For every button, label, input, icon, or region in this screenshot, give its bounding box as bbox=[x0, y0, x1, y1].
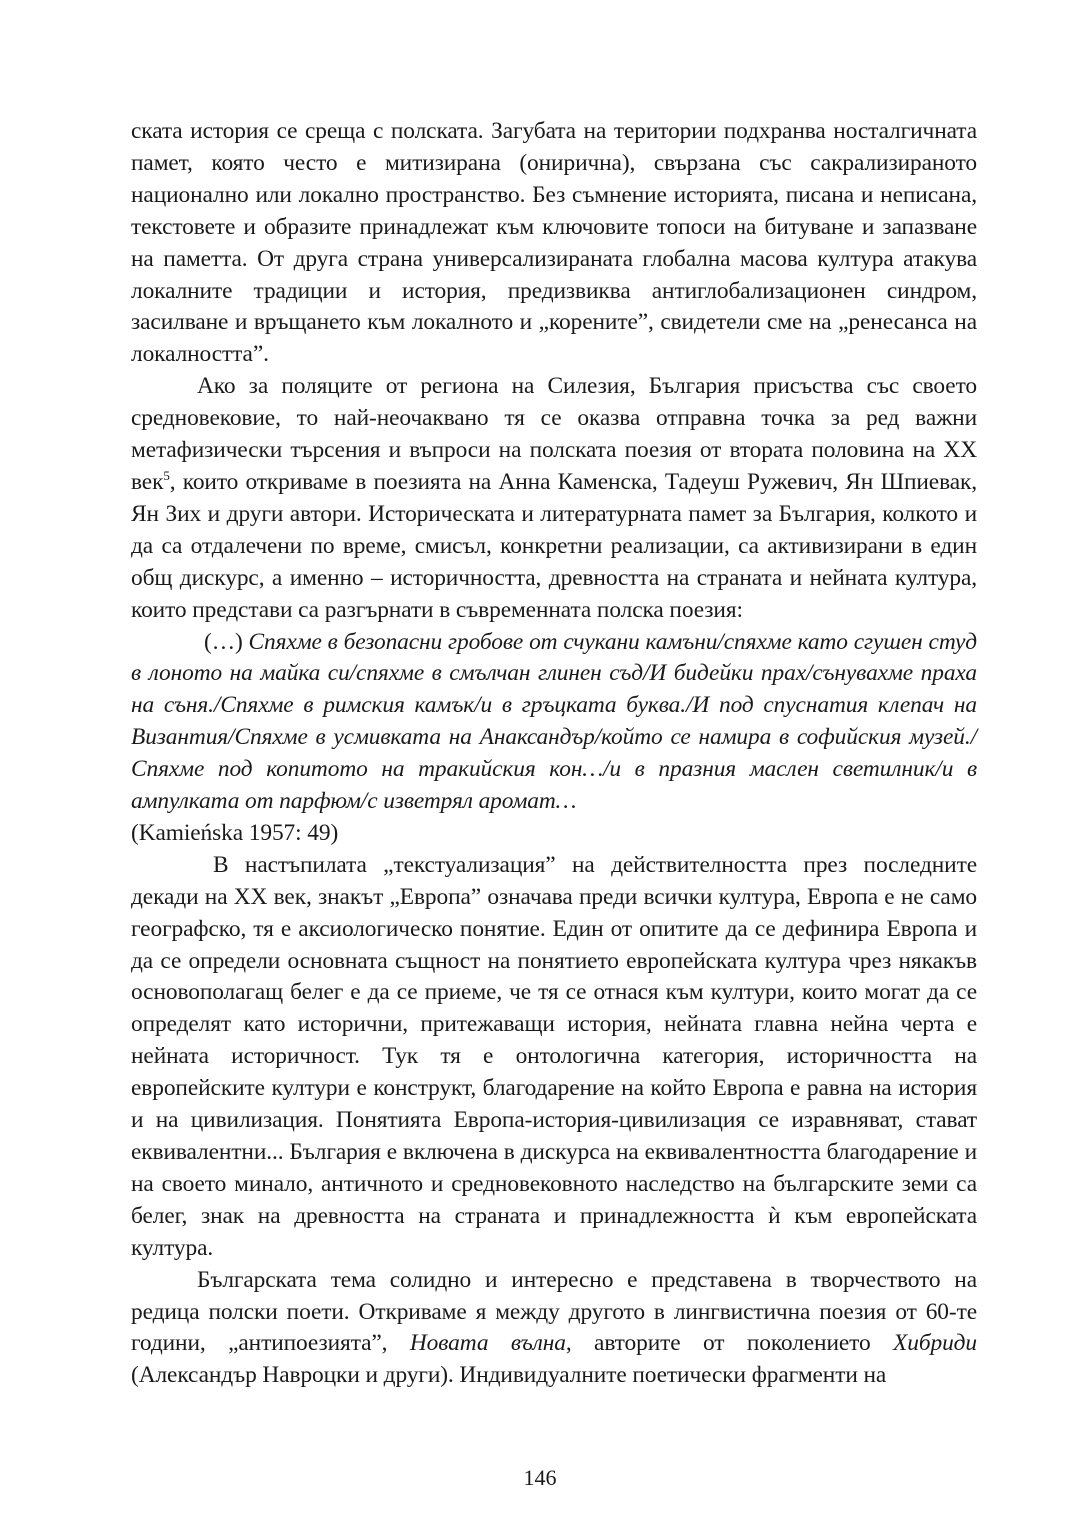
quote-text: Спяхме в безопасни гробове от счукани камъни/спяхме като сгушен студ в лоното на майка си/спяхме в смълчан глинен съд/И бидейки прах/сънувахме праха на съня./Спяхме в римския камък/и в гръцката буква./И под спуснатия клепач на Византия/Спяхме в усмивката на Анаксандър/който се намира в софийския музей./Спяхме под копитото на тракийския кон…/и в празния маслен светилник/и в ампулката от парфюм/с изветрял аромат… bbox=[131, 628, 977, 815]
paragraph-4-italic-hybrids: Хибриди bbox=[893, 1330, 977, 1357]
poem-quotation bbox=[131, 627, 977, 850]
paragraph-4-italic-new-wave: Новата вълна bbox=[409, 1330, 566, 1357]
paragraph-3 bbox=[131, 850, 977, 1265]
paragraph-1 bbox=[131, 116, 977, 371]
paragraph-3-text: В настъпилата „текстуализация” на действителността през последните декади на XX век, знакът „Европа” означава преди всички култура, Европа е не само географско, тя е аксиологическо понятие. Един от опитите да се дефинира Европа и да се определи основната същност на понятието европейската култура чрез някакъв основополагащ белег е да се приеме, че тя се отнася към култури, които могат да се определят като исторични, притежаващи история, нейната главна нейна черта е нейната историчност. Тук тя е онтологична категория, историчността на европейските култури е конструкт, благодарение на който Европа е равна на история и на цивилизация. Понятията Европа-история-цивилизация се изравняват, стават еквивалентни... България е включена в дискурса на еквивалентността благодарение и на своето минало, античното и средновековното наследство на българските земи са белег, знак на древността на страната и принадлежността ѝ към европейската култура. bbox=[131, 851, 977, 1261]
paragraph-4-text-b: , авторите от поколението bbox=[565, 1330, 894, 1357]
paragraph-4 bbox=[131, 1265, 977, 1393]
quote-prefix: (…) bbox=[204, 628, 249, 655]
paragraph-1-text: ската история се среща с полската. Загубата на територии подхранва носталгичната памет, която често е митизирана (онирична), свързана със сакрализираното национално или локално пространство. Без съмнение историята, писана и неписана, текстовете и образите принадлежат към ключовите топоси на битуване и запазване на паметта. От друга страна универсализираната глобална масова култура атакува локалните традиции и история, предизвиква антиглобализационен синдром, засилване и връщането към локалното и „корените”, свидетели сме на „ренесанса на локалността”. bbox=[131, 118, 977, 368]
footnote-marker[interactable]: 5 bbox=[163, 468, 170, 484]
paragraph-4-text-c: (Александър Навроцки и други). Индивидуалните поетически фрагменти на bbox=[131, 1362, 887, 1389]
paragraph-2-text-b: , които откриваме в поезията на Анна Каменска, Тадеуш Ружевич, Ян Шпиевак, Ян Зих и други автори. Историческата и литературната памет за България, колкото и да са отдалечени по време, смисъл, конкретни реализации, са активизирани в един общ дискурс, а именно – историчността, древността на страната и нейната култура, които представи са разгърнати в съвременната полска поезия: bbox=[131, 468, 977, 623]
page-body bbox=[131, 116, 977, 1392]
quote-citation: (Kamieńska 1957: 49) bbox=[131, 819, 339, 846]
paragraph-2-text-a: Ако за поляците от региона на Силезия, България присъства със своето средновековие, то най-неочаквано тя се оказва отправна точка за ред важни метафизически търсения и въпроси на полската поезия от втората половина на XX век bbox=[131, 373, 977, 495]
paragraph-4-text-a: Българската тема солидно и интересно е представена в творчеството на редица полски поети. Откриваме я между другото в лингвистична поезия от 60-те години, „антипоезията”, bbox=[131, 1266, 977, 1357]
paragraph-2 bbox=[131, 371, 977, 626]
page-number: 146 bbox=[523, 1465, 557, 1490]
